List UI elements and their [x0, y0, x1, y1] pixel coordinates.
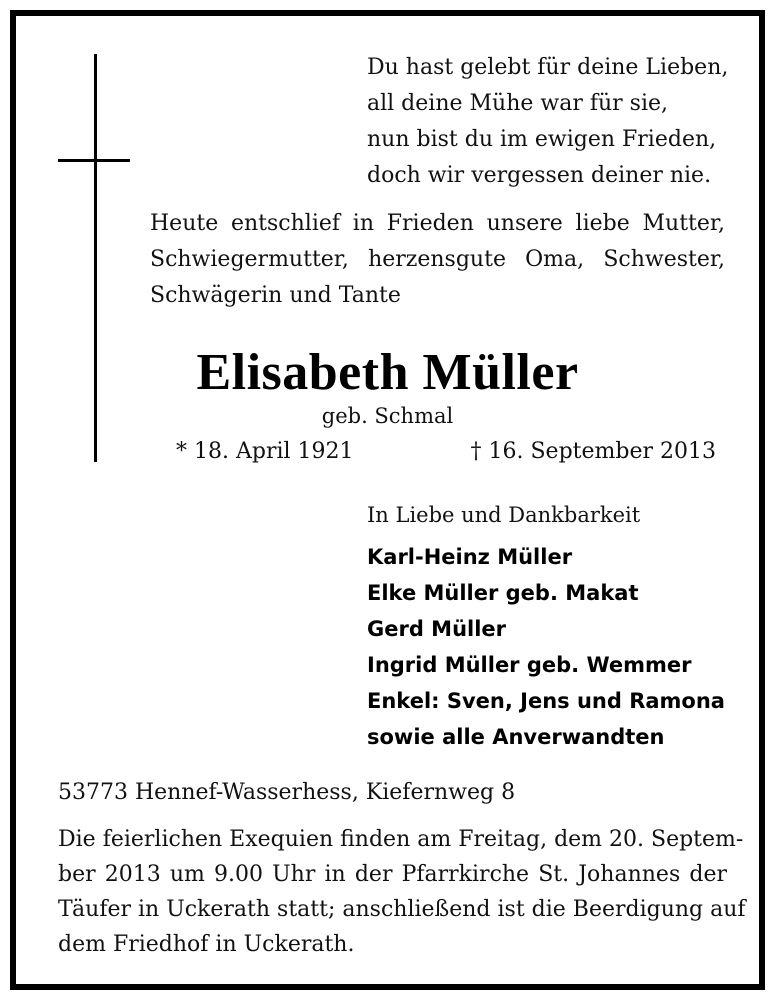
mourner-name: Karl-Heinz Müller	[367, 545, 573, 569]
mourner-name: Elke Müller geb. Makat	[367, 581, 639, 605]
birth-date: * 18. April 1921	[176, 439, 354, 464]
death-date: † 16. September 2013	[470, 439, 716, 464]
funeral-line: ber 2013 um 9.00 Uhr in der Pfarrkirche St. Johannes der	[58, 862, 727, 887]
mourner-name: Ingrid Müller geb. Wemmer	[367, 653, 692, 677]
intro-line: Schwägerin und Tante	[150, 283, 401, 308]
funeral-line: Die feierlichen Exequien finden am Freitag, dem 20. Septem-	[58, 827, 744, 852]
mourner-name: Enkel: Sven, Jens und Ramona	[367, 689, 725, 713]
funeral-line: dem Friedhof in Uckerath.	[58, 932, 355, 957]
address: 53773 Hennef-Wasserhess, Kiefernweg 8	[58, 780, 516, 805]
intro-line: Heute entschlief in Frieden unsere liebe Mutter,	[150, 211, 725, 236]
mourners-intro: In Liebe und Dankbarkeit	[367, 503, 641, 527]
intro-text	[150, 206, 725, 314]
poem-line: Du hast gelebt für deine Lieben,	[367, 55, 729, 80]
funeral-line: Täufer in Uckerath statt; anschließend ist die Beerdigung auf	[58, 897, 746, 922]
maiden-name: geb. Schmal	[321, 404, 454, 428]
poem	[367, 50, 727, 194]
funeral-details	[58, 822, 746, 962]
poem-line: nun bist du im ewigen Frieden,	[367, 127, 717, 152]
deceased-name: Elisabeth Müller	[196, 344, 579, 401]
mourner-name: sowie alle Anverwandten	[367, 725, 665, 749]
mourner-name: Gerd Müller	[367, 617, 507, 641]
intro-line: Schwiegermutter, herzensgute Oma, Schwester,	[150, 247, 725, 272]
cross-icon-crossbar	[58, 159, 130, 162]
mourners-list	[367, 539, 725, 755]
poem-line: all deine Mühe war für sie,	[367, 91, 668, 116]
obituary-notice	[10, 10, 765, 990]
poem-line: doch wir vergessen deiner nie.	[367, 163, 712, 188]
